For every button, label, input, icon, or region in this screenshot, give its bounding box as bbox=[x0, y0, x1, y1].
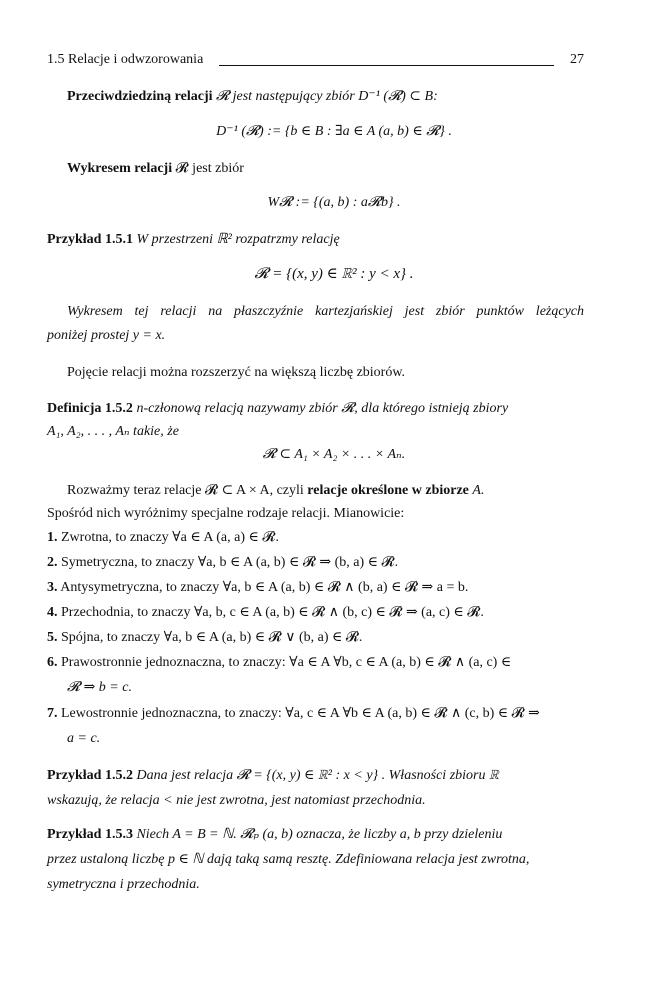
graph-text: 𝓡 jest zbiór bbox=[175, 161, 244, 176]
example-1-5-2-line2: wskazują, że relacja < nie jest zwrotna, jest natomiast przechodnia. bbox=[47, 793, 426, 808]
example-1-5-3-text: Niech A = B = ℕ. 𝓡ₚ (a, b) oznacza, że liczby a, b przy dzieleniu bbox=[136, 827, 503, 842]
example-1-5-2-label: Przykład 1.5.2 bbox=[47, 768, 133, 783]
example-1-5-3-label: Przykład 1.5.3 bbox=[47, 827, 133, 842]
example-1-5-2-line1 bbox=[47, 768, 499, 785]
codomain-term: Przeciwdziedziną relacji bbox=[67, 89, 213, 104]
running-header bbox=[47, 52, 584, 70]
definition-1-5-2-label: Definicja 1.5.2 bbox=[47, 401, 133, 416]
graph-formula: W𝓡 := {(a, b) : a𝓡b} . bbox=[267, 195, 401, 210]
consider-paragraph-line2: Spośród nich wyróżnimy specjalne rodzaje relacji. Mianowicie: bbox=[47, 506, 405, 521]
example-1-5-1-line2: poniżej prostej y = x. bbox=[47, 328, 166, 343]
consider-paragraph-line1 bbox=[67, 483, 484, 500]
list-item-number: 3. bbox=[47, 580, 58, 595]
definition-1-5-2-line2: A₁, A₂, . . . , Aₙ takie, że bbox=[47, 424, 179, 439]
list-item bbox=[47, 530, 279, 547]
graph-paragraph bbox=[67, 161, 244, 178]
list-item bbox=[47, 605, 484, 622]
example-1-5-1-heading bbox=[47, 232, 340, 249]
example-1-5-2-text: Dana jest relacja 𝓡 = {(x, y) ∈ ℝ² : x < y} . Własności zbioru ℝ bbox=[136, 768, 499, 783]
consider-text: Rozważmy teraz relacje 𝓡 ⊂ A × A, czyli bbox=[67, 483, 304, 498]
list-item-text: Symetryczna, to znaczy ∀a, b ∈ A (a, b) ∈ 𝓡 ⇒ (b, a) ∈ 𝓡. bbox=[61, 555, 399, 570]
list-item-number: 4. bbox=[47, 605, 58, 620]
example-1-5-1-label: Przykład 1.5.1 bbox=[47, 232, 133, 247]
list-item-number: 1. bbox=[47, 530, 58, 545]
graph-term: Wykresem relacji bbox=[67, 161, 173, 176]
consider-term: relacje określone w zbiorze bbox=[307, 483, 469, 498]
example-1-5-3-line3: symetryczna i przechodnia. bbox=[47, 877, 200, 892]
example-1-5-1-formula: 𝓡 = {(x, y) ∈ ℝ² : y < x} . bbox=[254, 266, 414, 282]
example-1-5-3-line2: przez ustaloną liczbę p ∈ ℕ dają taką samą resztę. Zdefiniowana relacja jest zwrotna, bbox=[47, 852, 530, 867]
codomain-text: 𝓡 jest następujący zbiór D⁻¹ (𝓡) ⊂ B: bbox=[216, 89, 438, 104]
codomain-paragraph bbox=[67, 89, 438, 106]
list-item-text: Spójna, to znaczy ∀a, b ∈ A (a, b) ∈ 𝓡 ∨ (b, a) ∈ 𝓡. bbox=[61, 630, 363, 645]
list-item-continuation: a = c. bbox=[67, 731, 101, 746]
list-item bbox=[47, 555, 398, 572]
list-item-number: 5. bbox=[47, 630, 58, 645]
codomain-formula: D⁻¹ (𝓡) := {b ∈ B : ∃a ∈ A (a, b) ∈ 𝓡} . bbox=[216, 124, 452, 139]
list-item-number: 6. bbox=[47, 655, 58, 670]
list-item-number: 2. bbox=[47, 555, 58, 570]
list-item bbox=[47, 580, 468, 597]
header-rule bbox=[219, 65, 554, 66]
section-title: 1.5 Relacje i odwzorowania bbox=[47, 52, 204, 67]
list-item-continuation: 𝓡 ⇒ b = c. bbox=[67, 680, 132, 695]
example-1-5-3-line1 bbox=[47, 827, 502, 844]
consider-end: A. bbox=[472, 483, 485, 498]
list-item-text: Antysymetryczna, to znaczy ∀a, b ∈ A (a, b) ∈ 𝓡 ∧ (b, a) ∈ 𝓡 ⇒ a = b. bbox=[60, 580, 469, 595]
list-item bbox=[47, 655, 511, 672]
example-1-5-1-text: W przestrzeni ℝ² rozpatrzmy relację bbox=[136, 232, 340, 247]
extension-paragraph: Pojęcie relacji można rozszerzyć na większą liczbę zbiorów. bbox=[67, 365, 406, 380]
list-item-text: Prawostronnie jednoznaczna, to znaczy: ∀a ∈ A ∀b, c ∈ A (a, b) ∈ 𝓡 ∧ (a, c) ∈ bbox=[61, 655, 512, 670]
list-item-text: Przechodnia, to znaczy ∀a, b, c ∈ A (a, b) ∈ 𝓡 ∧ (b, c) ∈ 𝓡 ⇒ (a, c) ∈ 𝓡. bbox=[61, 605, 484, 620]
example-1-5-1-line1: Wykresem tej relacji na płaszczyźnie kartezjańskiej jest zbiór punktów leżących bbox=[67, 304, 584, 319]
list-item-number: 7. bbox=[47, 706, 58, 721]
definition-1-5-2-text: n-członową relacją nazywamy zbiór 𝓡, dla którego istnieją zbiory bbox=[136, 401, 509, 416]
page-number: 27 bbox=[570, 52, 584, 67]
list-item-text: Lewostronnie jednoznaczna, to znaczy: ∀a, c ∈ A ∀b ∈ A (a, b) ∈ 𝓡 ∧ (c, b) ∈ 𝓡 ⇒ bbox=[61, 706, 540, 721]
definition-1-5-2-formula: 𝓡 ⊂ A₁ × A₂ × . . . × Aₙ. bbox=[262, 447, 406, 462]
definition-1-5-2-line1 bbox=[47, 401, 584, 418]
list-item bbox=[47, 706, 540, 723]
list-item-text: Zwrotna, to znaczy ∀a ∈ A (a, a) ∈ 𝓡. bbox=[61, 530, 279, 545]
list-item bbox=[47, 630, 362, 647]
